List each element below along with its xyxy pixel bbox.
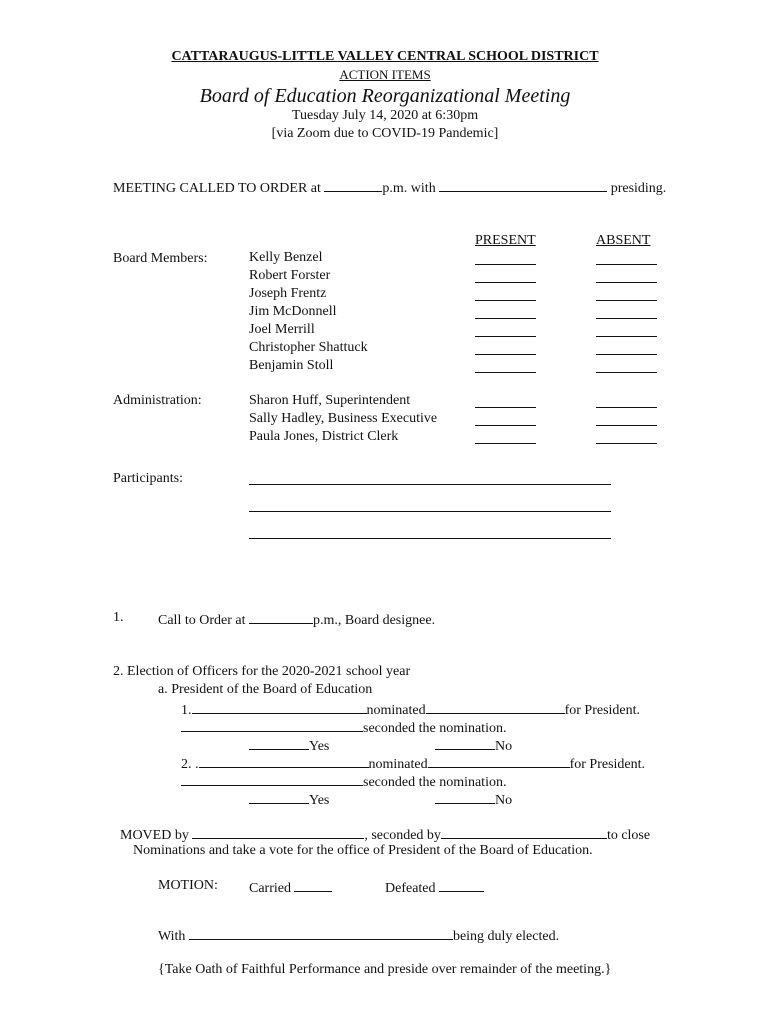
seconder-1-blank[interactable] [181, 719, 363, 732]
administrator: Paula Jones, District Clerk [249, 429, 399, 444]
item-1-time-blank[interactable] [249, 611, 313, 624]
participant-blank[interactable] [249, 538, 611, 539]
absent-blank[interactable] [596, 407, 657, 408]
seconded-1-line [181, 719, 506, 736]
present-blank[interactable] [475, 264, 536, 265]
seconded-text: seconded the nomination. [363, 775, 507, 790]
vote-1-yes [249, 737, 329, 754]
present-blank[interactable] [475, 372, 536, 373]
call-to-order-line [113, 179, 666, 196]
absent-blank[interactable] [596, 425, 657, 426]
carried-text: Carried [249, 881, 291, 896]
present-blank[interactable] [475, 282, 536, 283]
present-blank[interactable] [475, 407, 536, 408]
present-blank[interactable] [475, 354, 536, 355]
absent-blank[interactable] [596, 354, 657, 355]
board-member: Jim McDonnell [249, 304, 337, 319]
for-president-text: for President. [569, 757, 646, 772]
absent-blank[interactable] [596, 282, 657, 283]
present-blank[interactable] [475, 318, 536, 319]
to-close-text: to close [606, 828, 651, 843]
meeting-title: Board of Education Reorganizational Meeting [199, 85, 571, 107]
absent-blank[interactable] [596, 318, 657, 319]
nominations-vote-line: Nominations and take a vote for the office of President of the Board of Education. [133, 843, 593, 858]
yes-1-blank[interactable] [249, 737, 309, 750]
absent-blank[interactable] [596, 336, 657, 337]
item-2-title: 2. Election of Officers for the 2020-2021 school year [113, 664, 411, 679]
present-header: PRESENT [475, 233, 536, 248]
seconded-text: seconded the nomination. [363, 721, 507, 736]
item-1-number: 1. [113, 610, 124, 625]
zoom-note: [via Zoom due to COVID-19 Pandemic] [271, 126, 499, 141]
administrator: Sharon Huff, Superintendent [249, 393, 411, 408]
presiding-name-blank[interactable] [439, 179, 607, 192]
administrator: Sally Hadley, Business Executive [249, 411, 438, 426]
item-1-call-to-order [158, 611, 435, 628]
meeting-date-time: Tuesday July 14, 2020 at 6:30pm [291, 108, 479, 123]
nominee-2-blank[interactable] [428, 755, 570, 768]
item-1-suffix: p.m., Board designee. [312, 613, 436, 628]
call-to-order-prefix: MEETING CALLED TO ORDER at [113, 181, 321, 196]
moved-by-text: MOVED by [120, 828, 189, 843]
nominated-text: nominated [368, 757, 428, 772]
no-text: No [495, 793, 513, 808]
item-2-sub-a: a. President of the Board of Education [158, 682, 373, 697]
present-blank[interactable] [475, 425, 536, 426]
elected-name-blank[interactable] [189, 927, 453, 940]
yes-2-blank[interactable] [249, 791, 309, 804]
board-member: Christopher Shattuck [249, 340, 368, 355]
with-text: With [158, 929, 186, 944]
no-2-blank[interactable] [435, 791, 495, 804]
no-1-blank[interactable] [435, 737, 495, 750]
elected-line [158, 927, 559, 944]
carried-option [249, 879, 332, 896]
yes-text: Yes [309, 739, 330, 754]
seconder-2-blank[interactable] [181, 773, 363, 786]
board-member: Joel Merrill [249, 322, 315, 337]
pm-with-text: p.m. with [382, 181, 436, 196]
moved-by-line [120, 826, 650, 843]
duly-elected-text: being duly elected. [452, 929, 560, 944]
district-name: CATTARAUGUS-LITTLE VALLEY CENTRAL SCHOOL DISTRICT [171, 49, 599, 64]
item-1-text: Call to Order at [158, 613, 246, 628]
participant-blank[interactable] [249, 484, 611, 485]
board-member: Kelly Benzel [249, 250, 323, 265]
present-blank[interactable] [475, 443, 536, 444]
present-blank[interactable] [475, 336, 536, 337]
time-blank[interactable] [324, 179, 382, 192]
vote-2-yes [249, 791, 329, 808]
seconded-2-line [181, 773, 506, 790]
carried-blank[interactable] [294, 879, 332, 892]
participant-blank[interactable] [249, 511, 611, 512]
defeated-blank[interactable] [439, 879, 484, 892]
board-members-list [249, 251, 368, 377]
vote-2-no [435, 791, 512, 808]
mover-blank[interactable] [192, 826, 364, 839]
defeated-text: Defeated [385, 881, 436, 896]
participants-label: Participants: [113, 471, 183, 486]
absent-header: ABSENT [596, 233, 651, 248]
nomination-1-line [181, 701, 640, 718]
absent-blank[interactable] [596, 372, 657, 373]
nominee-1-blank[interactable] [426, 701, 565, 714]
nominator-2-blank[interactable] [199, 755, 369, 768]
absent-blank[interactable] [596, 443, 657, 444]
absent-blank[interactable] [596, 300, 657, 301]
defeated-option [385, 879, 484, 896]
for-president-text: for President. [564, 703, 641, 718]
yes-text: Yes [309, 793, 330, 808]
oath-note: {Take Oath of Faithful Performance and preside over remainder of the meeting.} [158, 962, 612, 977]
board-member: Robert Forster [249, 268, 331, 283]
present-blank[interactable] [475, 300, 536, 301]
absent-blank[interactable] [596, 264, 657, 265]
presiding-text: presiding. [610, 181, 667, 196]
nomination-2-line [181, 755, 645, 772]
administration-label: Administration: [113, 393, 202, 408]
board-member: Joseph Frentz [249, 286, 327, 301]
nominated-text: nominated [366, 703, 426, 718]
second-by-blank[interactable] [441, 826, 607, 839]
nominator-1-blank[interactable] [192, 701, 367, 714]
no-text: No [495, 739, 513, 754]
board-member: Benjamin Stoll [249, 358, 334, 373]
board-members-label: Board Members: [113, 251, 208, 266]
nomination-1-number: 1. [181, 703, 192, 718]
administration-list [249, 394, 437, 448]
seconded-by-text: , seconded by [364, 828, 441, 843]
motion-label: MOTION: [158, 878, 218, 893]
vote-1-no [435, 737, 512, 754]
nomination-2-number: 2. . [181, 757, 199, 772]
action-items-label: ACTION ITEMS [339, 67, 431, 82]
